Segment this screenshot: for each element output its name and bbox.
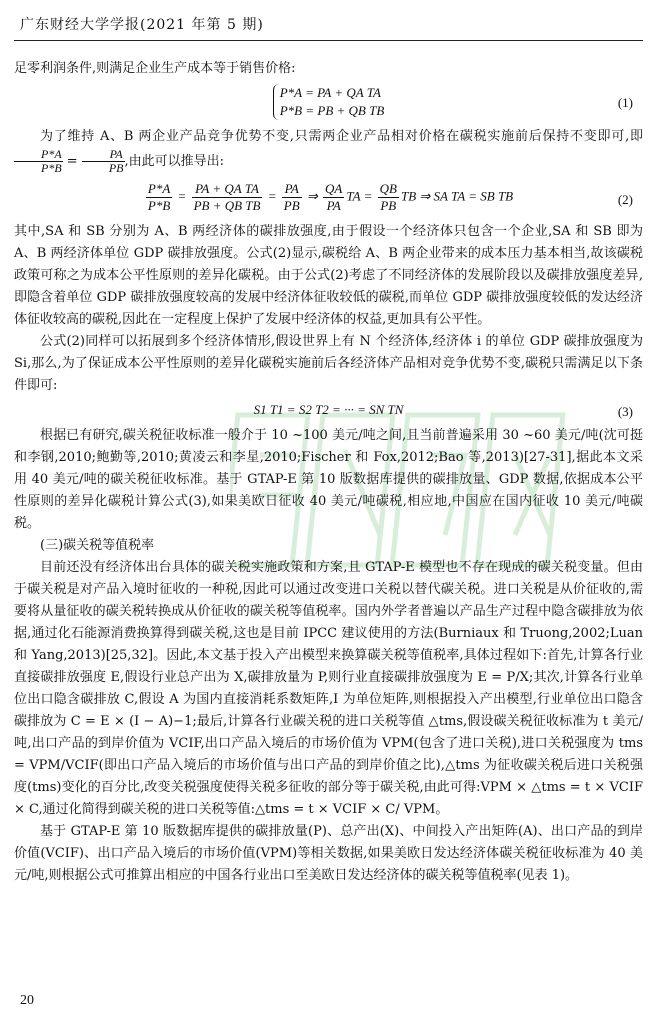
eq2-frac-4-den: PA — [326, 198, 341, 213]
running-header: 广东财经大学学报(2021 年第 5 期) — [20, 17, 264, 33]
equation-1 — [14, 80, 643, 126]
equation-3-expression: S1 T1 = S2 T2 = ··· = SN TN — [253, 402, 404, 417]
paragraph-2: 为了维持 A、B 两企业产品竞争优势不变,只需两企业产品相对价格在碳税实施前后保持不变即可,即 $\frac{P*A}{P*B}$ = $\frac{PA}{PB}$ ,由此可以推导出: — [14, 126, 643, 175]
eq2-frac-4 — [323, 181, 344, 214]
eq2-frac-5-num: QB — [379, 181, 397, 196]
inline-fraction-1 — [14, 148, 63, 175]
eq2-frac-5 — [378, 181, 399, 214]
eq2-term-1: TA = — [346, 188, 373, 204]
paragraph-2-text: 为了维持 A、B 两企业产品竞争优势不变,只需两企业产品相对价格在碳税实施前后保持不变即 — [40, 129, 612, 144]
equation-3-number: (3) — [617, 404, 633, 419]
page-number: 20 — [20, 993, 34, 1008]
eq2-frac-2 — [192, 181, 263, 214]
equation-1-line-2: P*B = PB + QB TB — [279, 103, 385, 118]
eq2-frac-3-den: PB — [283, 198, 300, 213]
paragraph-1: 足零利润条件,则满足企业生产成本等于销售价格: — [14, 61, 296, 76]
equation-1-system — [273, 84, 385, 120]
paragraph-7: 基于 GTAP-E 第 10 版数据库提供的碳排放量(P)、总产出(X)、中间投入产出矩阵(A)、出口产品的到岸价值(VCIF)、出口产品入境后的市场价值(VPM)等相关数据,如果美欧日发达经济体碳关税征收标准为 40 美元/吨,则根据公式可推算出相应的中国各行业出口至美欧日发达经济体的碳关税等值税率(见表 1)。 — [14, 824, 643, 883]
equation-3 — [14, 397, 643, 425]
eq2-frac-2-num: PA + QA TA — [192, 181, 263, 198]
eq2-frac-3-num: PA — [282, 181, 302, 198]
inline-fraction-1-num: P*A — [14, 148, 63, 162]
inline-fraction-2 — [82, 148, 125, 175]
eq2-frac-3 — [282, 181, 302, 214]
article-body — [14, 58, 643, 887]
inline-fraction-2-den: PB — [108, 161, 124, 175]
eq2-term-2: TB ⇒ SA TA = SB TB — [400, 188, 514, 204]
equation-2: $\frac{P*A}{P*B}$ = $\frac{\text{PA + QA TA}}{\text{PB + QB TB}}$ = $\frac{PA}{PB}$ ⇒ $\frac{QA}{PA}$ TA = $\frac{QB}{PB}$ TB ⇒ SA TA = SB TB (2) — [147, 181, 633, 213]
header-rule — [14, 40, 643, 41]
paragraph-5: 根据已有研究,碳关税征收标准一般介于 10 ~100 美元/吨之间,且当前普遍采用 30 ~60 美元/吨(沈可挺和李钢,2010;鲍勤等,2010;黄凌云和李星,2010;Fischer 和 Fox,2012;Bao 等,2013)[27-31],据此本文采用 40 美元/吨的碳关税征收标准。基于 GTAP-E 第 10 版数据库提供的碳排放量、GDP 数据,依据成本公平性原则的差异化碳税计算公式(3),如果美欧日征收 40 美元/吨碳税,相应地,中国应在国内征收 10 美元/吨碳税。 — [14, 428, 643, 531]
equation-1-number: (1) — [617, 95, 633, 110]
section-subheading: (三)碳关税等值税率 — [40, 538, 155, 553]
equation-2-number: (2) — [617, 192, 633, 207]
eq2-frac-1-den: P*B — [147, 198, 171, 213]
eq2-frac-2-den: PB + QB TB — [193, 198, 261, 213]
inline-fraction-2-num: PA — [82, 148, 125, 162]
paragraph-2-lead: 可,即 — [611, 129, 643, 144]
eq2-frac-5-den: PB — [380, 198, 397, 213]
eq2-frac-1-num: P*A — [147, 181, 171, 196]
paragraph-3: 其中,SA 和 SB 分别为 A、B 两经济体的碳排放强度,由于假设一个经济体只包含一个企业,SA 和 SB 即为 A、B 两经济体单位 GDP 碳排放强度。公式(2)显示,碳税给 A、B 两企业带来的成本压力基本相当,故该碳税政策可称之为成本公平性原则的差异化碳税。由于公式(2)考虑了不同经济体的发展阶段以及碳排放强度差异,即隐含着单位 GDP 碳排放强度较高的发展中经济体征收较低的碳税,而单位 GDP 碳排放强度较低的发达经济体征收较高的碳税,因此在一定程度上保护了发展中经济体的权益,更加具有公平性。 — [14, 224, 643, 327]
paragraph-2-tail: ,由此可以推导出: — [124, 154, 225, 169]
paragraph-4: 公式(2)同样可以拓展到多个经济体情形,假设世界上有 N 个经济体,经济体 i 的单位 GDP 碳排放强度为 Si,那么,为了保证成本公平性原则的差异化碳税实施前后各经济体产品相对竞争优势不变,碳税只需满足以下条件即可: — [14, 334, 643, 393]
inline-fraction-1-den: P*B — [41, 161, 62, 175]
eq2-frac-4-num: QA — [325, 181, 343, 196]
eq2-frac-1 — [146, 181, 172, 214]
equation-1-line-1: P*A = PA + QA TA — [279, 85, 381, 100]
paragraph-6: 目前还没有经济体出台具体的碳关税实施政策和方案,且 GTAP-E 模型也不存在现成的碳关税变量。但由于碳关税是对产品入境时征收的一种税,因此可以通过改变进口关税以替代碳关税。进口关税是从价征收的,需要将从量征收的碳关税转换成从价征收的碳关税等值税率。国内外学者普遍以产品生产过程中隐含碳排放为依据,通过化石能源消费换算得到碳关税,这也是目前 IPCC 建议使用的方法(Burniaux 和 Truong,2002;Luan 和 Yang,2013)[25,32]。因此,本文基于投入产出模型来换算碳关税等值税率,具体过程如下:首先,计算各行业直接碳排放强度 E,假设行业总产出为 X,碳排放量为 P,则行业直接碳排放强度为 E = P/X;其次,计算各行业单位出口隐含碳排放 C,假设 A 为国内直接消耗系数矩阵,I 为单位矩阵,则根据投入产出模型,行业单位出口隐含碳排放为 C = E × (I − A)−1;最后,计算各行业碳关税的进口关税等值 △tms,假设碳关税征收标准为 t 美元/吨,出口产品的到岸价值为 VCIF,出口产品入境后的市场价值为 VPM(包含了进口关税),进口关税强度为 tms = VPM/VCIF(即出口产品入境后的市场价值与出口产品的到岸价值之比),△tms 为征收碳关税后进口关税强度(tms)变化的百分比,改变关税强度使得关税多征收的部分等于碳关税,由此可得:VPM × △tms = t × VCIF × C,通过化简得到碳关税的进口关税等值:△tms = t × VCIF × C/ VPM。 — [14, 560, 643, 817]
